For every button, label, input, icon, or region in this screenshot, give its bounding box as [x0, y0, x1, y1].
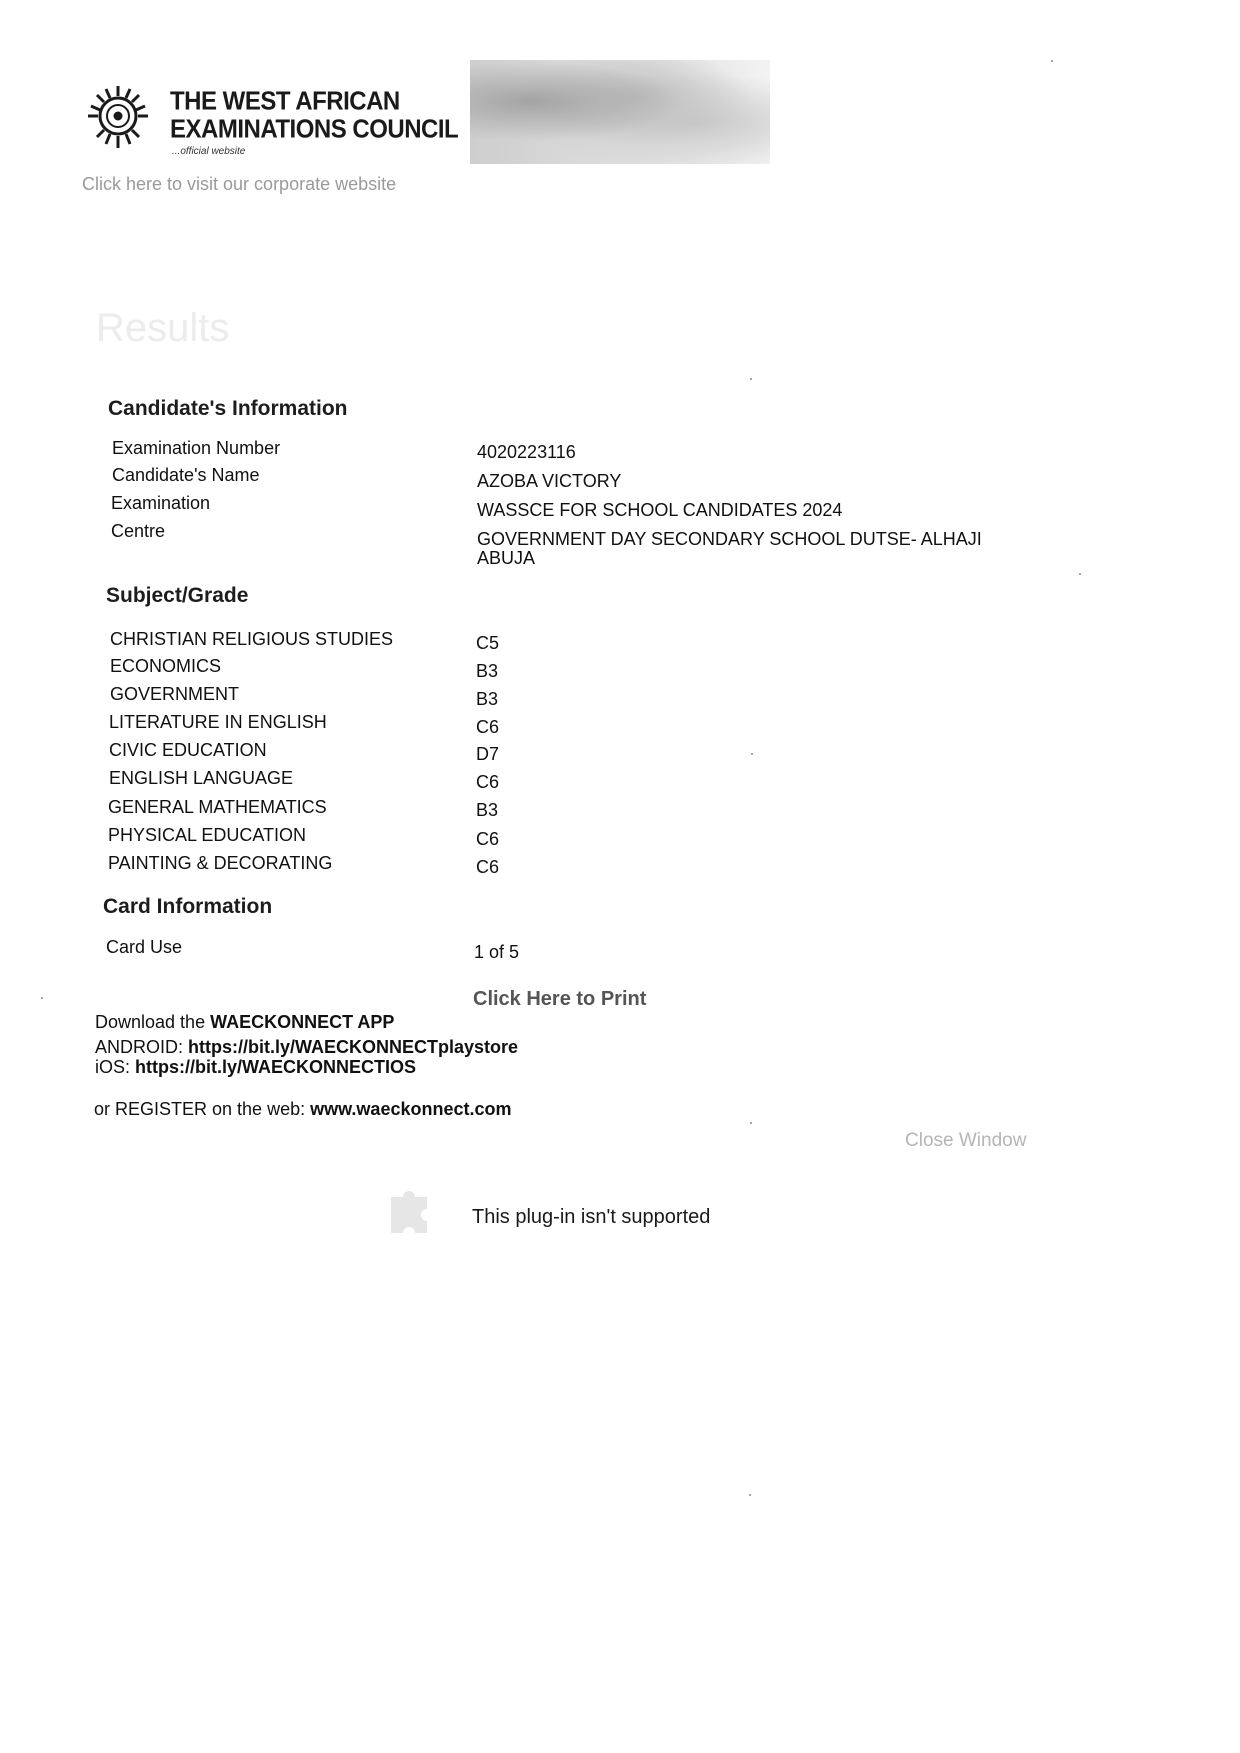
field-value-candidate-name: AZOBA VICTORY: [477, 471, 622, 491]
scan-speck: [1051, 60, 1053, 62]
subject-name: PAINTING & DECORATING: [108, 853, 333, 873]
subject-grade: C6: [476, 829, 500, 849]
download-prefix: Download the: [95, 1012, 211, 1032]
register-line: [94, 1099, 512, 1120]
subject-grade: C6: [476, 857, 500, 877]
subject-name: GOVERNMENT: [110, 684, 240, 704]
org-tagline: ...official website: [172, 146, 246, 157]
waec-logo-icon: [86, 84, 150, 154]
ios-line: [95, 1057, 416, 1078]
scan-speck: [1079, 573, 1081, 575]
subject-name: ENGLISH LANGUAGE: [109, 768, 294, 788]
org-name-line2: EXAMINATIONS COUNCIL: [170, 115, 459, 145]
card-info-heading: Card Information: [103, 895, 273, 918]
subject-grade: B3: [476, 800, 499, 820]
subject-grade: C6: [476, 717, 500, 737]
field-label-candidate-name: Candidate's Name: [112, 465, 260, 485]
ios-url-link[interactable]: https://bit.ly/WAECKONNECTIOS: [135, 1057, 417, 1077]
subject-name: CIVIC EDUCATION: [109, 740, 267, 760]
field-value-centre-line1: GOVERNMENT DAY SECONDARY SCHOOL DUTSE- ALHAJI: [477, 529, 982, 549]
field-label-centre: Centre: [111, 521, 166, 541]
subject-name: ECONOMICS: [110, 656, 222, 676]
subject-grade: B3: [476, 661, 499, 681]
field-value-exam-number: 4020223116: [477, 442, 576, 462]
subject-grade: C6: [476, 772, 500, 792]
app-name: WAECKONNECT APP: [210, 1012, 395, 1032]
scan-speck: [750, 378, 752, 380]
scan-speck: [41, 997, 43, 999]
field-value-centre-line2: ABUJA: [477, 548, 536, 568]
header-banner-image: [470, 60, 770, 164]
download-app-line: [95, 1012, 394, 1033]
scan-speck: [751, 753, 753, 755]
page-title: Results: [96, 306, 230, 350]
register-prefix: or REGISTER on the web:: [94, 1099, 311, 1119]
close-window-link[interactable]: Close Window: [905, 1130, 1027, 1151]
subject-name: PHYSICAL EDUCATION: [108, 825, 307, 845]
org-name-line1: THE WEST AFRICAN: [170, 87, 400, 117]
field-value-examination: WASSCE FOR SCHOOL CANDIDATES 2024: [477, 500, 843, 520]
puzzle-piece-icon: [383, 1183, 435, 1239]
corporate-website-link[interactable]: Click here to visit our corporate website: [82, 174, 397, 194]
card-use-value: 1 of 5: [474, 942, 520, 962]
field-label-examination: Examination: [111, 493, 211, 513]
subject-name: LITERATURE IN ENGLISH: [109, 712, 327, 732]
field-label-exam-number: Examination Number: [112, 438, 281, 458]
subject-grade-heading: Subject/Grade: [106, 584, 249, 607]
subject-grade: B3: [476, 689, 499, 709]
card-use-label: Card Use: [106, 937, 183, 957]
android-line: [95, 1037, 518, 1058]
plugin-unsupported-message: This plug-in isn't supported: [472, 1206, 711, 1228]
subject-name: CHRISTIAN RELIGIOUS STUDIES: [110, 629, 394, 649]
scan-speck: [749, 1494, 751, 1496]
candidate-info-heading: Candidate's Information: [108, 397, 348, 420]
register-url-link[interactable]: www.waeckonnect.com: [310, 1099, 512, 1119]
subject-grade: D7: [476, 744, 500, 764]
scan-speck: [750, 1122, 752, 1124]
subject-grade: C5: [476, 633, 500, 653]
android-url-link[interactable]: https://bit.ly/WAECKONNECTplaystore: [188, 1037, 519, 1057]
print-link[interactable]: Click Here to Print: [473, 988, 647, 1010]
android-label: ANDROID:: [95, 1037, 189, 1057]
ios-label: iOS:: [95, 1057, 136, 1077]
subject-name: GENERAL MATHEMATICS: [108, 797, 327, 817]
